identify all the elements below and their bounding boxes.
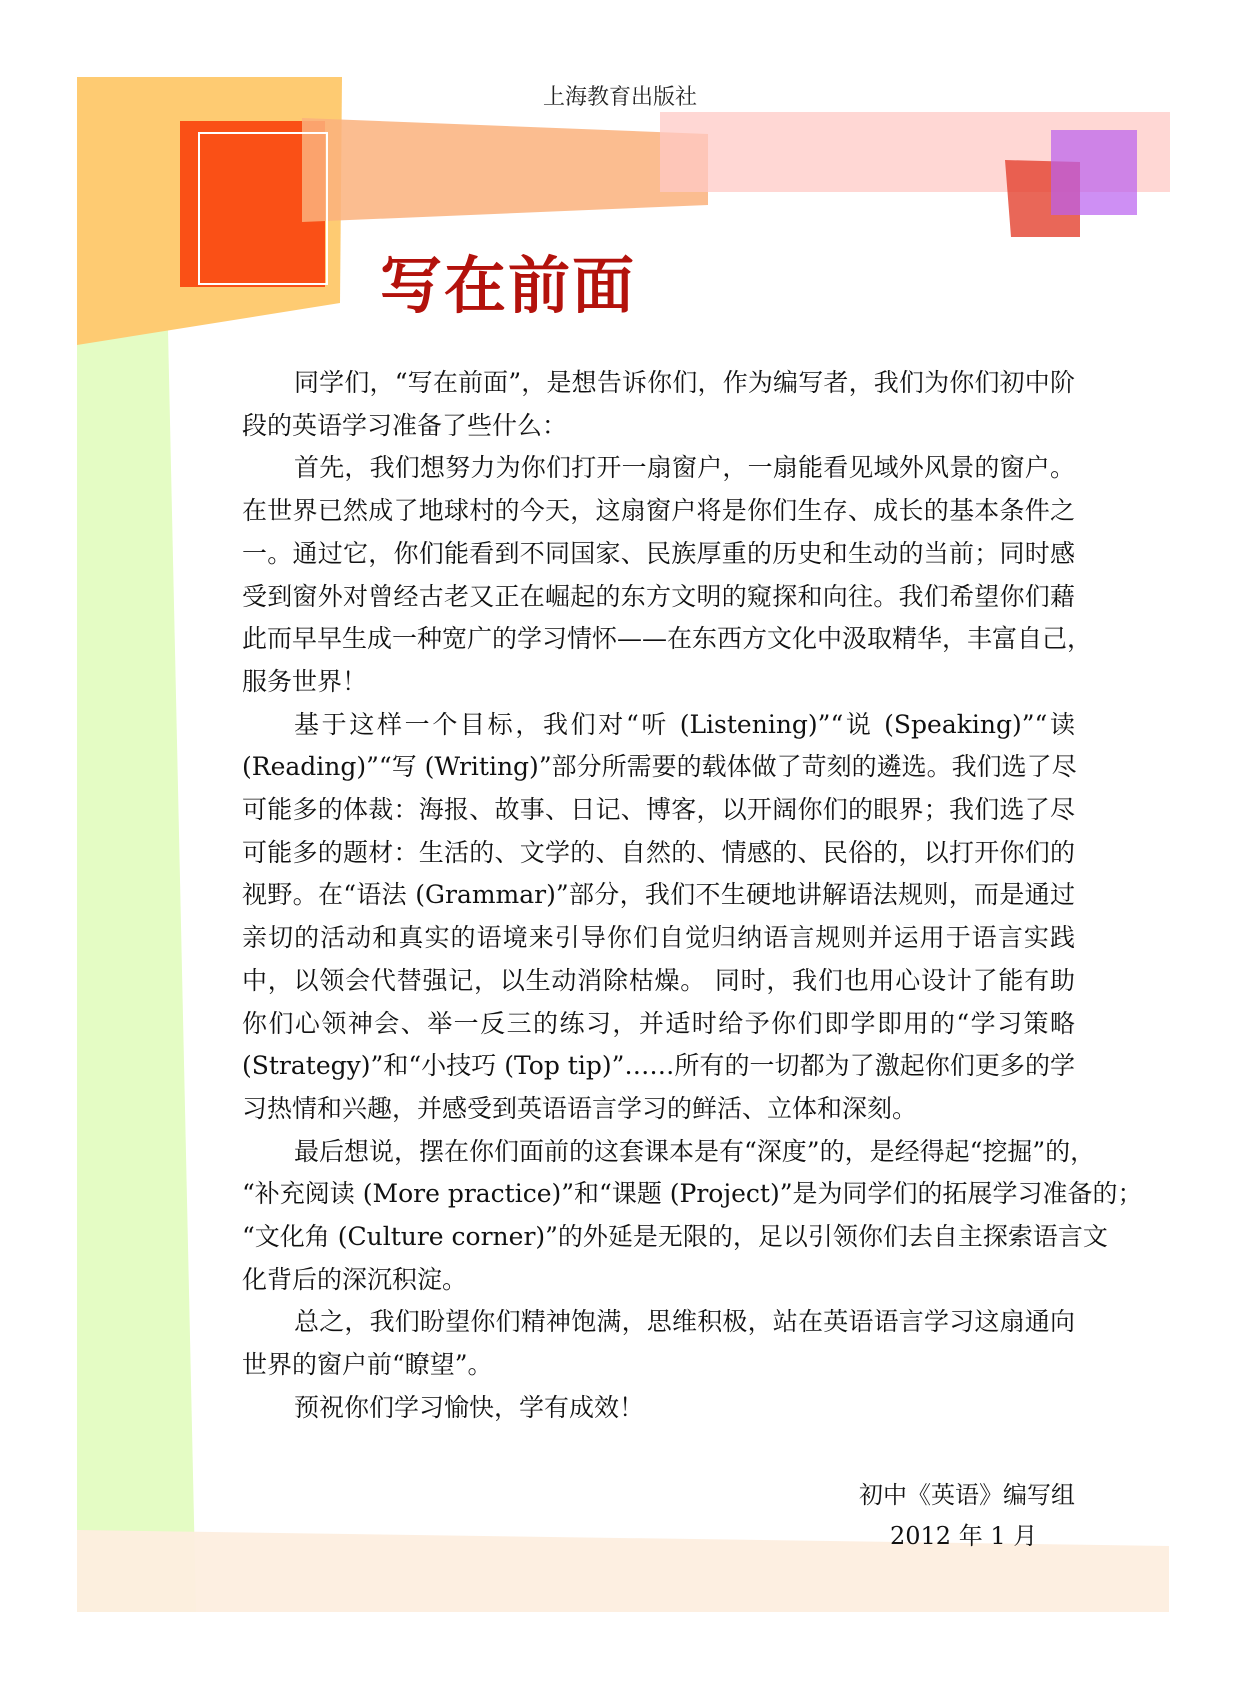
peach-beam: [302, 118, 708, 222]
signature: 初中《英语》编写组: [859, 1481, 1075, 1509]
date: 2012 年 1 月: [890, 1522, 1038, 1550]
publisher-name: 上海教育出版社: [542, 85, 697, 110]
paragraph-line: 段的英语学习准备了些什么：: [242, 410, 568, 440]
page-title: 写在前面: [380, 249, 637, 322]
paragraph-line: 可能多的题材：生活的、文学的、自然的、情感的、民俗的，以打开你们的: [242, 837, 1075, 867]
paragraph-line: 在世界已然成了地球村的今天，这扇窗户将是你们生存、成长的基本条件之: [242, 496, 1075, 526]
paragraph-line: 一。通过它，你们能看到不同国家、民族厚重的历史和生动的当前；同时感: [242, 538, 1075, 568]
paragraph-line: 服务世界！: [242, 666, 368, 696]
paragraph-line: (Reading)”“写 (Writing)”部分所需要的载体做了苛刻的遴选。我们选了尽: [242, 752, 1077, 782]
paragraph-line: 化背后的深沉积淀。: [242, 1264, 468, 1294]
paragraph-line: 同学们，“写在前面”，是想告诉你们，作为编写者，我们为你们初中阶: [294, 368, 1075, 397]
paragraph-line: 基于这样一个目标，我们对“听 (Listening)”“说 (Speaking)”“读: [294, 709, 1075, 739]
paragraph-line: 你们心领神会、举一反三的练习，并适时给予你们即学即用的“学习策略: [242, 1008, 1075, 1038]
paragraph-line: 习热情和兴趣，并感受到英语语言学习的鲜活、立体和深刻。: [242, 1093, 918, 1123]
paragraph-line: 总之，我们盼望你们精神饱满，思维积极，站在英语语言学习这扇通向: [294, 1307, 1075, 1337]
paragraph-line: 首先，我们想努力为你们打开一扇窗户，一扇能看见域外风景的窗户。: [294, 453, 1075, 483]
paragraph-line: 最后想说，摆在你们面前的这套课本是有“深度”的，是经得起“挖掘”的，: [294, 1136, 1096, 1166]
paragraph-line: 预祝你们学习愉快，学有成效！: [294, 1392, 645, 1422]
paragraph-line: 受到窗外对曾经古老又正在崛起的东方文明的窥探和向往。我们希望你们藉: [242, 581, 1075, 611]
paragraph-line: 亲切的活动和真实的语境来引导你们自觉归纳语言规则并运用于语言实践: [242, 923, 1075, 953]
paragraph-line: (Strategy)”和“小技巧 (Top tip)”……所有的一切都为了激起你们更多的学: [242, 1051, 1075, 1081]
green-strip: [77, 330, 196, 1612]
paragraph-line: 世界的窗户前“瞭望”。: [242, 1350, 493, 1380]
paragraph-line: 视野。在“语法 (Grammar)”部分，我们不生硬地讲解语法规则，而是通过: [242, 880, 1075, 910]
paragraph-line: “补充阅读 (More practice)”和“课题 (Project)”是为同学们的拓展学习准备的；: [242, 1179, 1143, 1209]
paragraph-line: 此而早早生成一种宽广的学习情怀——在东西方文化中汲取精华，丰富自己，: [242, 624, 1093, 654]
paragraph-line: “文化角 (Culture corner)”的外延是无限的，足以引领你们去自主探索语言文: [242, 1222, 1108, 1251]
paragraph-line: 可能多的体裁：海报、故事、日记、博客，以开阔你们的眼界；我们选了尽: [242, 795, 1075, 824]
paragraph-line: 中，以领会代替强记，以生动消除枯燥。 同时，我们也用心设计了能有助: [242, 965, 1075, 995]
purple-block: [1051, 130, 1137, 215]
